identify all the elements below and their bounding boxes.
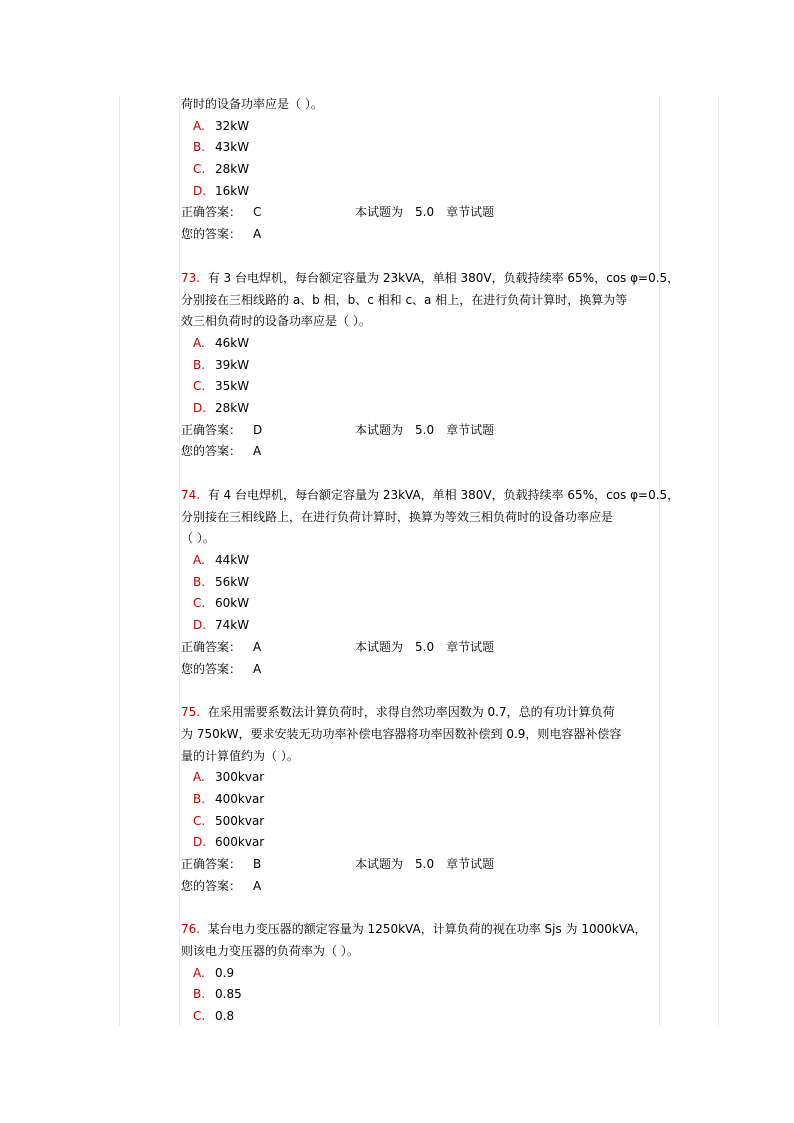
option-text: 300kvar <box>215 770 265 785</box>
question-text: 有 4 台电焊机，每台额定容量为 23kVA，单相 380V，负载持续率 65%，cos φ=0.5， <box>207 488 680 502</box>
score-label: 本试题为 <box>355 639 404 654</box>
option-b[interactable] <box>181 789 661 811</box>
question-line: 效三相负荷时的设备功率应是（ ）。 <box>181 314 371 329</box>
your-answer-label: 您的答案： <box>181 878 242 893</box>
option-text: 35kW <box>215 379 250 394</box>
option-a[interactable] <box>181 550 661 572</box>
option-letter: B. <box>193 791 206 806</box>
option-text: 600kvar <box>215 835 265 850</box>
option-c[interactable] <box>181 1006 661 1028</box>
option-text: 16kW <box>215 183 250 198</box>
option-text: 46kW <box>215 335 250 350</box>
your-answer-label: 您的答案： <box>181 444 242 459</box>
question-number: 74. <box>181 488 201 502</box>
score-value: 5.0 <box>415 205 435 220</box>
option-text: 0.85 <box>215 987 242 1002</box>
option-letter: C. <box>193 813 206 828</box>
option-text: 0.8 <box>215 1009 235 1024</box>
your-answer-label: 您的答案： <box>181 661 242 676</box>
quiz-content <box>181 94 680 1028</box>
option-c[interactable] <box>181 811 661 833</box>
question-type: 章节试题 <box>446 857 495 871</box>
question-76 <box>181 919 661 1027</box>
score-label: 本试题为 <box>355 205 404 220</box>
your-answer-row <box>181 224 661 246</box>
option-text: 500kvar <box>215 813 265 828</box>
correct-answer-label: 正确答案： <box>181 422 242 437</box>
option-d[interactable] <box>181 832 661 854</box>
question-line: 分别接在三相线路的 a、b 相，b、c 相和 c、a 相上，在进行负荷计算时，换算为等 <box>181 292 628 307</box>
score-value: 5.0 <box>415 639 435 654</box>
option-b[interactable] <box>181 572 661 594</box>
frame-line-left-inner <box>179 96 180 1026</box>
option-b[interactable] <box>181 355 661 377</box>
your-answer-value: A <box>253 444 262 459</box>
option-letter: B. <box>193 574 206 589</box>
correct-answer-row <box>181 420 661 442</box>
option-a[interactable] <box>181 116 661 138</box>
option-b[interactable] <box>181 984 661 1006</box>
your-answer-label: 您的答案： <box>181 227 242 242</box>
option-c[interactable] <box>181 593 661 615</box>
option-text: 60kW <box>215 596 250 611</box>
question-text: 有 3 台电焊机，每台额定容量为 23kVA，单相 380V，负载持续率 65%，cos φ=0.5， <box>207 270 680 285</box>
option-d[interactable] <box>181 615 661 637</box>
question-text: 在采用需要系数法计算负荷时，求得自然功率因数为 0.7，总的有功计算负荷 <box>207 705 615 720</box>
your-answer-row <box>181 659 661 681</box>
question-line: （ ）。 <box>181 531 215 546</box>
question-line: 量的计算值约为（ ）。 <box>181 748 299 763</box>
option-text: 32kW <box>215 118 250 133</box>
your-answer-value: A <box>253 878 262 893</box>
option-letter: B. <box>193 357 206 372</box>
option-letter: A. <box>193 965 205 980</box>
question-type: 章节试题 <box>446 639 495 654</box>
question-line: 则该电力变压器的负荷率为（ ）。 <box>181 944 359 959</box>
your-answer-row <box>181 441 661 463</box>
score-label: 本试题为 <box>355 857 404 871</box>
option-text: 39kW <box>215 357 250 372</box>
question-number: 73. <box>181 270 201 285</box>
option-letter: C. <box>193 596 206 611</box>
option-letter: A. <box>193 770 205 785</box>
frame-line-right-outer <box>718 96 719 1026</box>
correct-answer-row <box>181 637 661 659</box>
option-text: 43kW <box>215 140 250 155</box>
score-label: 本试题为 <box>355 422 404 437</box>
score-value: 5.0 <box>415 857 435 871</box>
question-73 <box>181 268 680 463</box>
option-d[interactable] <box>181 398 661 420</box>
correct-answer-value: C <box>253 205 262 220</box>
option-text: 0.9 <box>215 965 235 980</box>
question-75 <box>181 702 661 897</box>
option-d[interactable] <box>181 181 661 203</box>
option-letter: D. <box>193 835 207 850</box>
question-line <box>181 702 661 724</box>
correct-answer-label: 正确答案： <box>181 205 242 220</box>
prev-question-options <box>181 116 661 203</box>
your-answer-value: A <box>253 227 262 242</box>
your-answer-value: A <box>253 661 262 676</box>
option-text: 74kW <box>215 618 250 633</box>
your-answer-row <box>181 876 661 898</box>
option-c[interactable] <box>181 159 661 181</box>
question-tail-text: 荷时的设备功率应是（ ）。 <box>181 97 323 111</box>
score-value: 5.0 <box>415 422 435 437</box>
option-letter: D. <box>193 183 207 198</box>
option-a[interactable] <box>181 767 661 789</box>
option-letter: C. <box>193 1009 206 1024</box>
correct-answer-value: B <box>253 857 262 871</box>
option-a[interactable] <box>181 963 661 985</box>
correct-answer-value: A <box>253 639 262 654</box>
option-letter: A. <box>193 118 205 133</box>
correct-answer-row <box>181 854 661 876</box>
option-text: 56kW <box>215 574 250 589</box>
option-text: 28kW <box>215 162 250 177</box>
question-74 <box>181 485 680 680</box>
option-a[interactable] <box>181 333 661 355</box>
option-letter: B. <box>193 140 206 155</box>
correct-answer-row <box>181 202 661 224</box>
question-type: 章节试题 <box>446 205 495 220</box>
question-line <box>181 268 680 290</box>
option-b[interactable] <box>181 137 661 159</box>
question-number: 75. <box>181 705 201 720</box>
option-letter: C. <box>193 162 206 177</box>
option-text: 44kW <box>215 553 250 568</box>
correct-answer-label: 正确答案： <box>181 857 242 871</box>
correct-answer-label: 正确答案： <box>181 639 242 654</box>
frame-line-left-outer <box>119 96 120 1026</box>
question-line: 为 750kW，要求安装无功功率补偿电容器将功率因数补偿到 0.9，则电容器补偿容 <box>181 726 622 741</box>
option-text: 28kW <box>215 400 250 415</box>
option-letter: A. <box>193 335 205 350</box>
question-line <box>181 485 680 507</box>
question-line: 分别接在三相线路上，在进行负荷计算时，换算为等效三相负荷时的设备功率应是 <box>181 509 614 524</box>
question-text: 某台电力变压器的额定容量为 1250kVA，计算负荷的视在功率 Sjs 为 1000kVA， <box>207 922 647 937</box>
option-c[interactable] <box>181 376 661 398</box>
option-letter: B. <box>193 987 206 1002</box>
option-letter: C. <box>193 379 206 394</box>
question-type: 章节试题 <box>446 422 495 437</box>
option-text: 400kvar <box>215 791 265 806</box>
question-line <box>181 919 661 941</box>
option-letter: D. <box>193 400 207 415</box>
option-letter: D. <box>193 618 207 633</box>
question-number: 76. <box>181 922 201 937</box>
option-letter: A. <box>193 553 205 568</box>
correct-answer-value: D <box>253 422 263 437</box>
